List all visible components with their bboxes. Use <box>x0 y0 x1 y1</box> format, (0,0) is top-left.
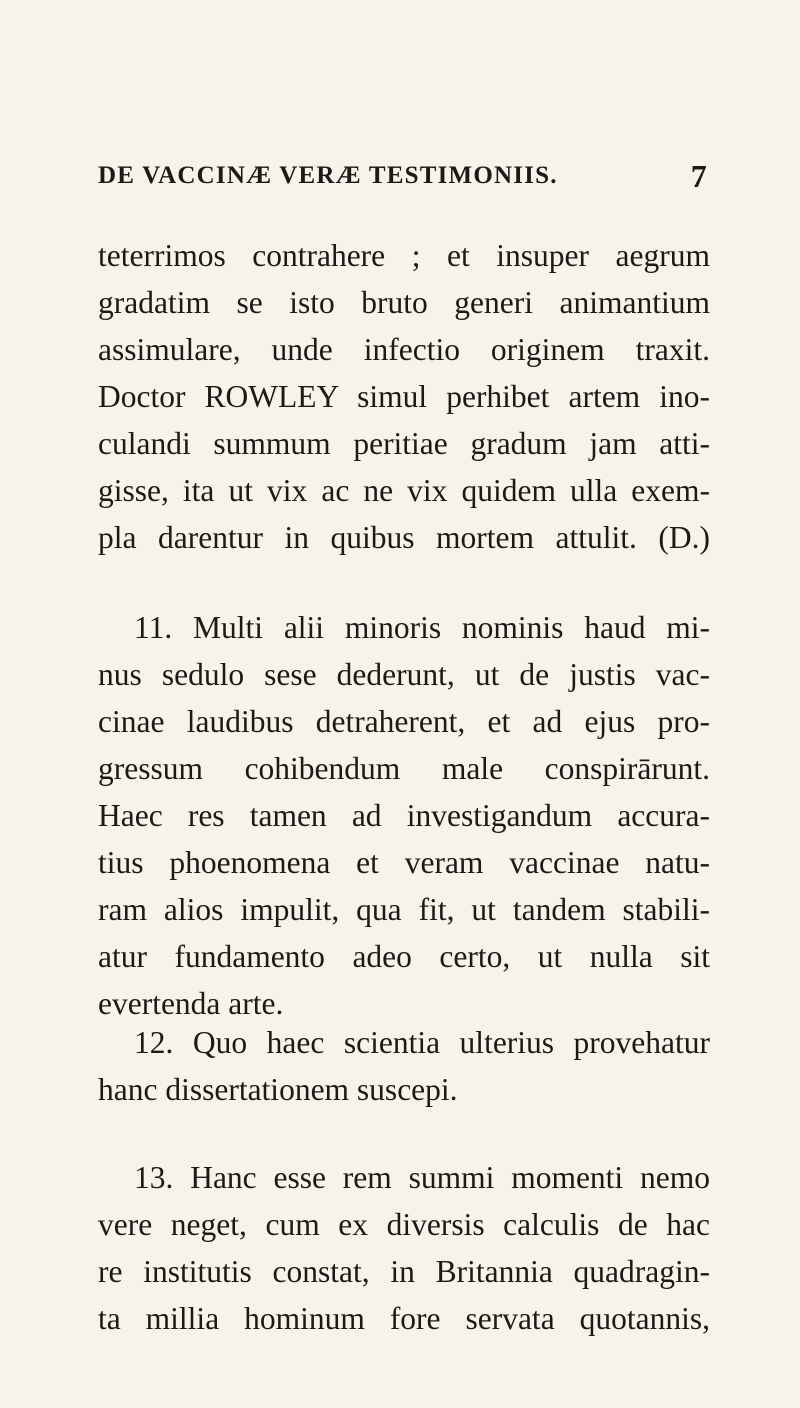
running-head <box>98 158 708 196</box>
text-line: vere neget, cum ex diversis calculis de hac <box>98 1207 710 1242</box>
running-title: DE VACCINÆ VERÆ TESTIMONIIS. <box>98 162 558 189</box>
text-line: cinae laudibus detraherent, et ad ejus pro- <box>98 704 710 739</box>
text-line: re institutis constat, in Britannia quadragin- <box>98 1254 710 1289</box>
text-line: ram alios impulit, qua fit, ut tandem stabili- <box>98 892 710 927</box>
text-line: 12. Quo haec scientia ulterius provehatur <box>134 1025 710 1060</box>
text-line: Haec res tamen ad investigandum accura- <box>98 798 710 833</box>
text-line: tius phoenomena et veram vaccinae natu- <box>98 845 710 880</box>
text-line: teterrimos contrahere ; et insuper aegrum <box>98 238 710 273</box>
paragraph-continuation <box>98 232 710 561</box>
text-line: atur fundamento adeo certo, ut nulla sit <box>98 939 710 974</box>
text-line: ta millia hominum fore servata quotannis, <box>98 1301 710 1336</box>
text-line: gressum cohibendum male conspirārunt. <box>98 751 710 786</box>
paragraph-12 <box>98 1019 710 1113</box>
page-number: 7 <box>690 158 708 194</box>
text-line: culandi summum peritiae gradum jam atti- <box>98 426 710 461</box>
text-line: hanc dissertationem suscepi. <box>98 1072 458 1107</box>
text-line: gradatim se isto bruto generi animantium <box>98 285 710 320</box>
paragraph-13 <box>98 1154 710 1342</box>
text-line: nus sedulo sese dederunt, ut de justis vac- <box>98 657 710 692</box>
text-line: gisse, ita ut vix ac ne vix quidem ulla exem- <box>98 473 710 508</box>
text-line: pla darentur in quibus mortem attulit. (D.) <box>98 520 710 555</box>
text-line: evertenda arte. <box>98 986 284 1021</box>
text-line: Doctor ROWLEY simul perhibet artem ino- <box>98 379 710 414</box>
text-line: 11. Multi alii minoris nominis haud mi- <box>134 610 710 645</box>
text-line: assimulare, unde infectio originem traxit. <box>98 332 710 367</box>
text-line: 13. Hanc esse rem summi momenti nemo <box>134 1160 710 1195</box>
paragraph-11 <box>98 604 710 1027</box>
